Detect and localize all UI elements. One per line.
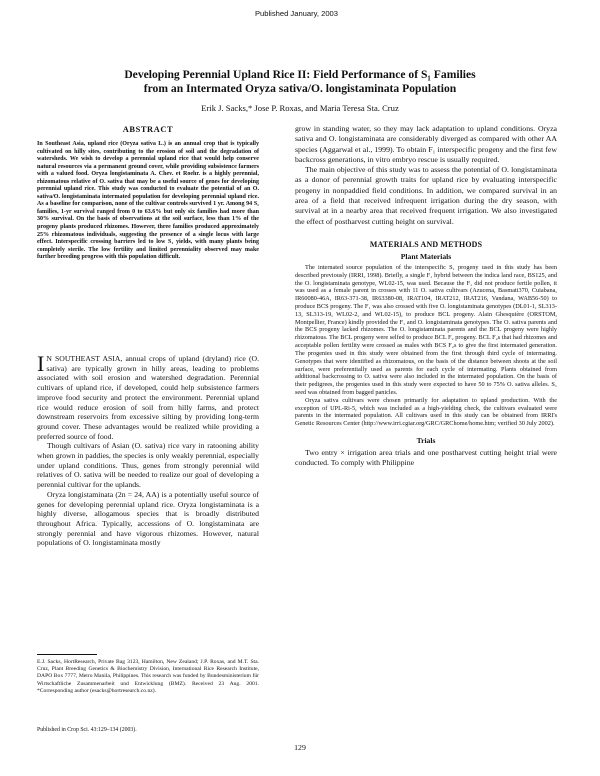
intro-lead: N SOUTHEAST ASIA xyxy=(46,354,121,363)
intro-paragraph-3: Oryza longistaminata (2n = 24, AA) is a potentially useful source of genes for developing perennial upland rice. Oryza longistaminata is a highly diverse, allogamous species that is broadly distributed throughout Africa. Typically, accessions of O. longistaminata are strongly perennial and have vigorous rhizomes. However, natural populations of O. longistaminata mostly xyxy=(37,489,259,548)
intro-p1-text: , annual crops of upland (dryland) rice (O. sativa) are typically grown in hilly areas, leading to problems associated with soil erosion and watershed degradation. Perennial cultivars of upland rice, if developed, could help subsistence farmers improve food security and protect the environment. Perennial upland rice would reduce erosion of soil from hilly farms, and protect downstream reservoirs from excessive silting by providing long-term ground cover. These advantages would be realized while providing a preferred source of food. xyxy=(37,354,259,441)
drop-cap: I xyxy=(37,351,45,376)
author-list: Erik J. Sacks,* Jose P. Roxas, and Maria Teresa Sta. Cruz xyxy=(201,103,399,113)
publication-date: Published January, 2003 xyxy=(254,9,338,18)
trials-paragraph-1: Two entry × irrigation area trials and one postharvest cutting height trial were conducted. To comply with Philippine xyxy=(295,448,557,468)
introduction xyxy=(37,351,259,548)
title-line-2: from an Intermated Oryza sativa/O. longistaminata Population xyxy=(143,82,457,95)
paper-title xyxy=(40,68,560,96)
footnote-divider xyxy=(37,654,97,655)
abstract-heading: ABSTRACT xyxy=(122,125,174,134)
journal-citation: Published in Crop Sci. 43:129–134 (2003). xyxy=(37,727,137,733)
right-column xyxy=(295,124,557,468)
right-paragraph-1: grow in standing water, so they may lack adaptation to upland conditions. Oryza sativa and O. longistaminata are considerably diverged as compared with other AA species (Aggarwal et al., 1999). To obtain F₁ interspecific progeny and the first few backcross generations, in vitro embryo rescue is usually required. xyxy=(295,124,557,164)
intro-paragraph-1 xyxy=(37,351,259,441)
trials-section xyxy=(295,448,557,468)
right-paragraph-2: The main objective of this study was to assess the potential of O. longistaminata as a donor of perennial growth traits for upland rice by evaluating interspecific progeny in nonpaddied field conditions. In addition, we compared survival in an area of a field that received infrequent irrigation during the dry season, with survival at in a nearby area that received frequent irrigation. We also investigated the effect of postharvest cutting height on survival. xyxy=(295,165,557,226)
plant-materials-heading: Plant Materials xyxy=(400,251,452,261)
trials-heading: Trials xyxy=(416,436,436,446)
plant-paragraph-2: Oryza sativa cultivars were chosen primarily for adaptation to upland production. With the exception of UPL-Ri-5, which was included as a high-yielding check, the cultivars evaluated were parents in the intermated population. All cultivars used in this study can be obtained from IRRI's Genetic Resources Center (http://www.irri.cgiar.org/GRC/GRChome/home.htm; verified 30 July 2002). xyxy=(295,396,557,428)
title-line-1: Developing Perennial Upland Rice II: Field Performance of S₁ Families xyxy=(124,68,476,81)
methods-heading: MATERIALS AND METHODS xyxy=(369,239,483,249)
abstract-text: In Southeast Asia, upland rice (Oryza sativa L.) is an annual crop that is typically cultivated on hilly sites, contributing to the erosion of soil and the degradation of watersheds. We wish to develop a perennial upland rice that would help conserve natural resources via a permanent ground cover, while providing subsistence farmers with a valued food. Oryza longistaminata A. Chev. et Roehr. is a highly perennial, rhizomatous relative of O. sativa that may be a useful source of genes for developing perennial upland rice. This study was conducted to evaluate the potential of an O. sativa/O. longistaminata intermated population for developing perennial upland rice. As a baseline for comparison, none of the cultivar controls survived 1 yr. Among 94 S₁ families, 1-yr survival ranged from 0 to 63.6% but only six families had more than 30% survival. On the basis of observations at the soil surface, less than 1% of the progeny plants produced rhizomes. However, three families produced approximately 25% rhizomatous individuals, suggesting the presence of a single locus with large effect. Interspecific crossing barriers led to low S₁ yields, with many plants being completely sterile. The low fertility and limited perenniality observed may make further breeding progress with this population difficult. xyxy=(37,141,259,261)
intro-paragraph-2: Though cultivars of Asian (O. sativa) rice vary in ratooning ability when grown in paddies, the species is only weakly perennial, especially under upland conditions. Thus, genes from strongly perennial wild relatives of O. sativa will be needed to realize our goal of developing a perennial cultivar for the uplands. xyxy=(37,441,259,490)
intro-continued xyxy=(295,124,557,227)
plant-materials-section xyxy=(295,264,557,428)
plant-paragraph-1: The internated source population of the interspecific S₁ progeny used in this study has been described previously (IRRI, 1998). Briefly, a single F₁ hybrid between the indica land race, BS125, and the O. longistaminata genotype, WL02-15, was used. Because the F₁ did not produce fertile pollen, it was used as a female parent in crosses with 11 O. sativa cultivars (Azucena, Basmati370, Cuiabana, IR60080-46A, IR63-371-38, IR63380-08, IRAT104, IRAT212, IRAT216, Vandana, WAB56-50) to produce BCS progeny. The F₁ was also crossed with five O. longistaminata genotypes (DL01-1, SL313-13, SL313-19, WL02-2, and WL02-15), to produce BCL progeny. Alain Ghesquière (ORSTOM, Montpellier, France) kindly provided the F₁ and O. longistaminata genotypes. The O. sativa parents and the BCS progeny lacked rhizomes. The O. longistaminata parents and the BCL progeny were highly rhizomatous. The BCL progeny were selfed to produce BCL F₂ progeny. BCL F₂s that had rhizomes and acceptable pollen fertility were crossed as males with BCS F₂s to give the first intermated generation. The progenies used in this study were obtained from the first through third cycle of intermating. Genotypes that were identified as rhizomatous, on the basis of the distance between shoots at the soil surface, were preferentially used as parents for each cycle of intermating. Plants obtained from additional backcrossing to O. sativa were also included in the intermated population. On the basis of their pedigrees, the progenies used in this study were expected to have 50 to 75% O. sativa alleles. S₁ seed was obtained from bagged panicles. xyxy=(295,263,557,396)
author-footnote: E.J. Sacks, HortResearch, Private Bag 3123, Hamilton, New Zealand; J.P. Roxas, and M.T. Sta. Cruz, Plant Breeding Genetics & Biochemistry Division, International Rice Research Institute, DAPO Box 7777, Metro Manila, Philippines. This research was funded by Bundesministerium für Wirtschaftliche Zusammenarbeit und Entwicklung (BMZ). Received 23 Aug. 2001. *Corresponding author (esacks@hortresearch.co.nz). xyxy=(37,659,259,694)
page-number: 129 xyxy=(294,743,306,752)
